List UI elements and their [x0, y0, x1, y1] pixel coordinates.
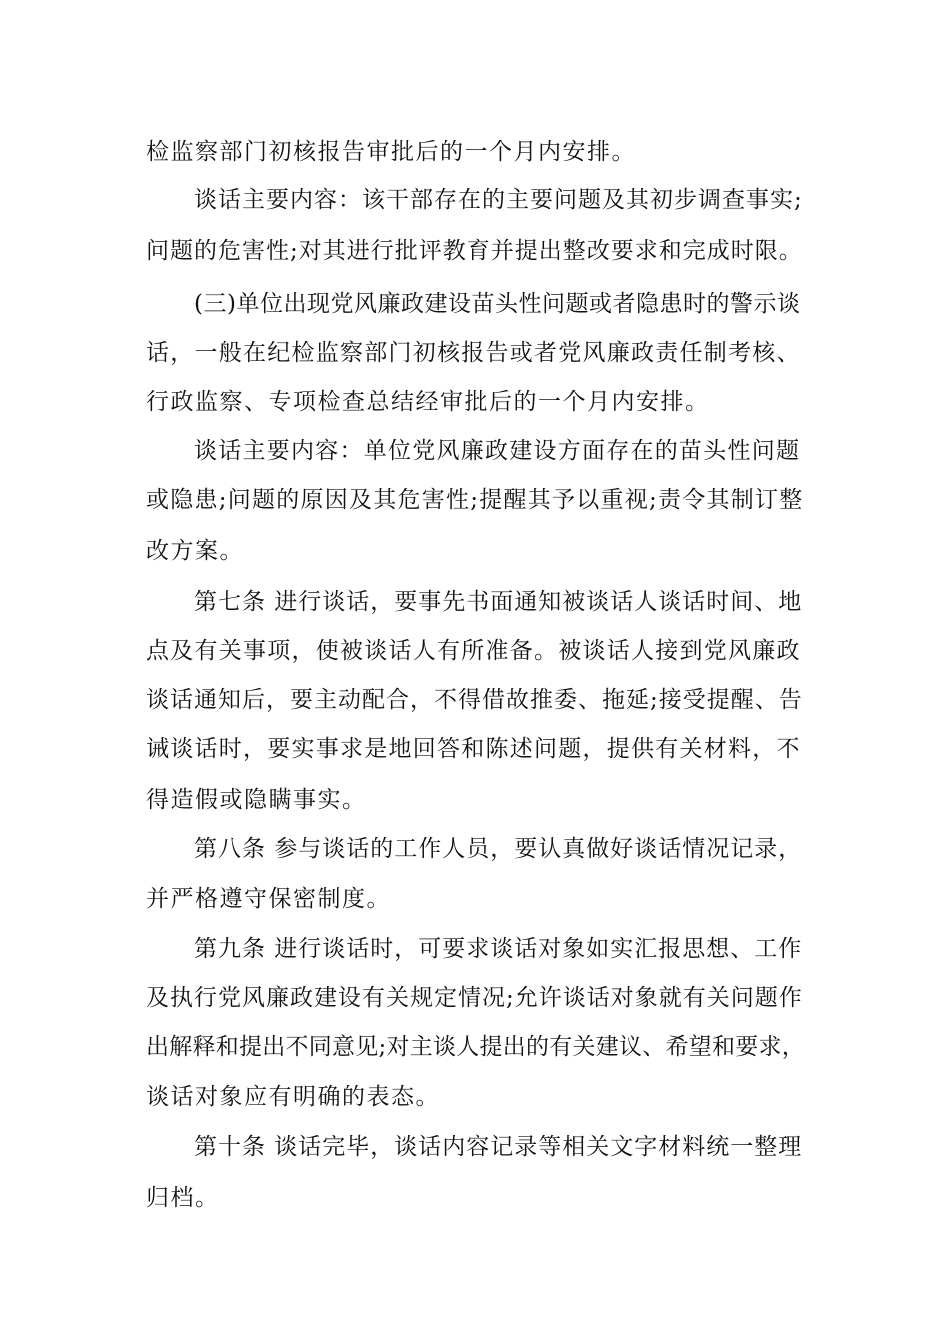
text-line: 第十条 谈话完毕，谈话内容记录等相关文字材料统一整理 — [194, 1134, 803, 1160]
text-line: 出解释和提出不同意见;对主谈人提出的有关建议、希望和要求， — [146, 1034, 805, 1060]
text-line: 或隐患;问题的原因及其危害性;提醒其予以重视;责令其制订整 — [146, 487, 804, 513]
text-line: 问题的危害性;对其进行批评教育并提出整改要求和完成时限。 — [146, 238, 803, 264]
text-line: 诫谈话时，要实事求是地回答和陈述问题，提供有关材料，不 — [146, 736, 801, 762]
text-line: 谈话通知后，要主动配合，不得借故推委、拖延;接受提醒、告 — [146, 687, 803, 713]
text-line: 并严格遵守保密制度。 — [146, 886, 391, 912]
text-line: 谈话主要内容：该干部存在的主要问题及其初步调查事实; — [194, 187, 803, 213]
text-line: 得造假或隐瞒事实。 — [146, 787, 367, 813]
text-line: 第九条 进行谈话时，可要求谈话对象如实汇报思想、工作 — [194, 936, 803, 962]
text-line: 点及有关事项，使被谈话人有所准备。被谈话人接到党风廉政 — [146, 638, 801, 664]
text-line: 改方案。 — [146, 538, 244, 564]
text-line: 行政监察、专项检查总结经审批后的一个月内安排。 — [146, 389, 710, 415]
text-line: 第八条 参与谈话的工作人员，要认真做好谈话情况记录， — [194, 836, 803, 862]
text-line: 归档。 — [146, 1185, 220, 1211]
text-line: 谈话主要内容：单位党风廉政建设方面存在的苗头性问题 — [194, 438, 801, 464]
text-line: 谈话对象应有明确的表态。 — [146, 1084, 440, 1110]
text-line: (三)单位出现党风廉政建设苗头性问题或者隐患时的警示谈 — [194, 291, 801, 317]
text-line: 及执行党风廉政建设有关规定情况;允许谈话对象就有关问题作 — [146, 985, 803, 1011]
text-line: 第七条 进行谈话，要事先书面通知被谈话人谈话时间、地 — [194, 589, 803, 615]
text-line: 检监察部门初核报告审批后的一个月内安排。 — [146, 139, 636, 165]
text-line: 话，一般在纪检监察部门初核报告或者党风廉政责任制考核、 — [146, 340, 801, 366]
